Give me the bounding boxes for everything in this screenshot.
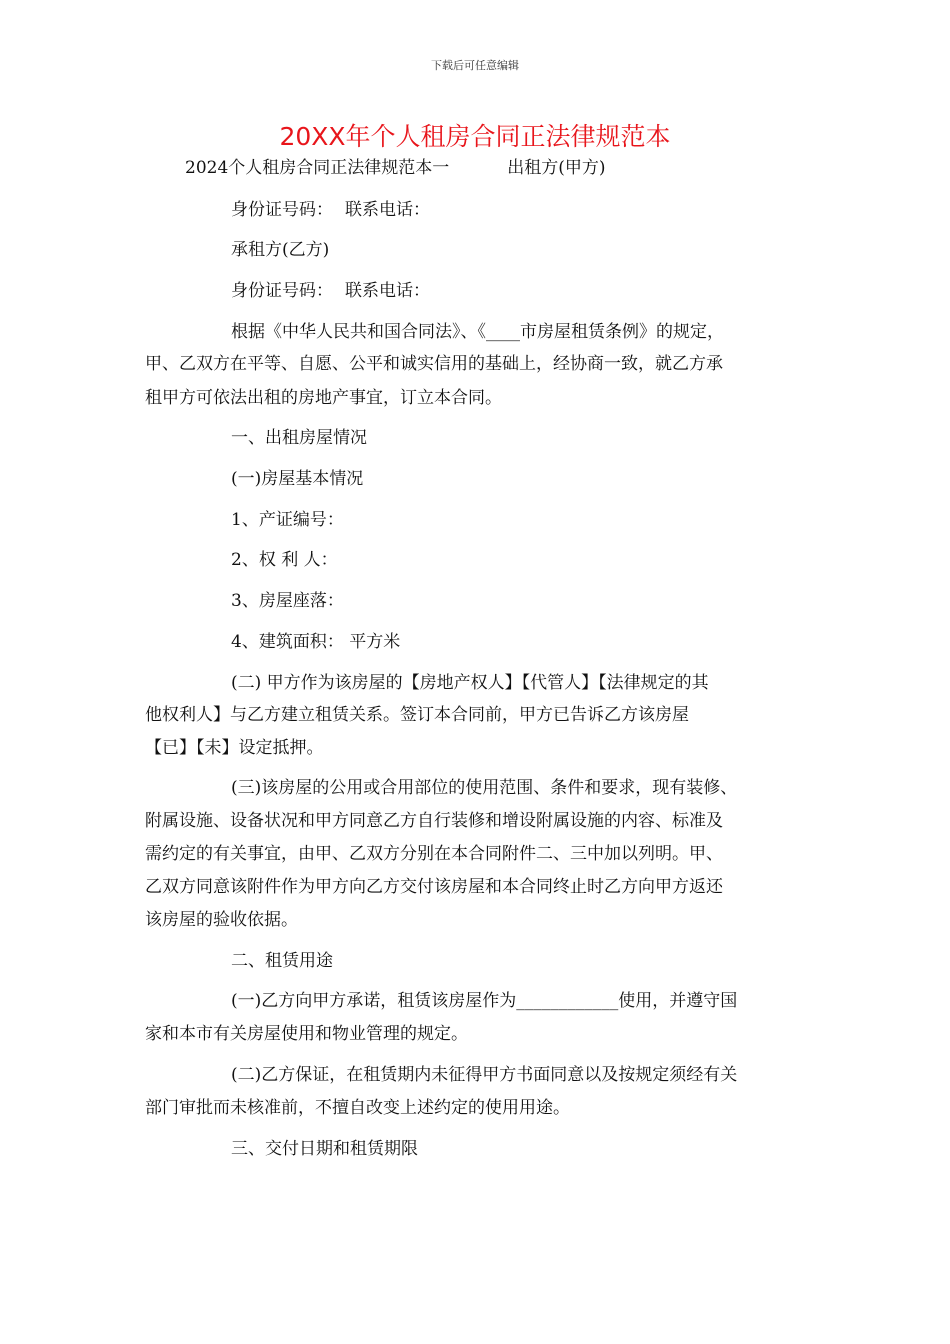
paragraph-line: (一)乙方向甲方承诺，租赁该房屋作为____________使用，并遵守国 [231,991,738,1011]
subtitle-left: 2024个人租房合同正法律规范本一 [185,158,450,178]
paragraph-line: (二) 甲方作为该房屋的【房地产权人】【代管人】【法律规定的其 [231,673,709,693]
subsection-heading: (一)房屋基本情况 [231,469,364,489]
paragraph-line: (二)乙方保证，在租赁期内未征得甲方书面同意以及按规定须经有关 [231,1065,738,1085]
document-title: 20XX年个人租房合同正法律规范本 [279,122,671,151]
paragraph-line: 乙双方同意该附件作为甲方向乙方交付该房屋和本合同终止时乙方向甲方返还 [145,877,723,897]
list-item: 4、建筑面积： 平方米 [231,632,401,652]
lessee-phone-label: 联系电话： [345,281,430,301]
paragraph-line: 该房屋的验收依据。 [145,910,298,930]
paragraph-line: 需约定的有关事宜，由甲、乙双方分别在本合同附件二、三中加以列明。甲、 [145,844,723,864]
preamble-line: 租甲方可依法出租的房地产事宜，订立本合同。 [145,388,502,408]
subtitle-line [185,160,606,177]
paragraph-line: 部门审批而未核准前，不擅自改变上述约定的使用用途。 [145,1098,570,1118]
paragraph-line: 附属设施、设备状况和甲方同意乙方自行装修和增设附属设施的内容、标准及 [145,811,723,831]
paragraph-line: 他权利人】与乙方建立租赁关系。签订本合同前，甲方已告诉乙方该房屋 [145,705,689,725]
list-item: 3、房屋座落： [231,591,344,611]
lessee-id-line [231,283,430,300]
lessor-id-label: 身份证号码： [231,200,333,220]
preamble-line: 根据《中华人民共和国合同法》、《____市房屋租赁条例》的规定， [231,322,724,342]
lessor-label: 出租方(甲方) [507,158,606,178]
list-item: 2、权 利 人： [231,550,338,570]
lessor-id-line [231,202,430,219]
lessee-label: 承租方(乙方) [231,240,330,260]
lessor-phone-label: 联系电话： [345,200,430,220]
section-heading: 一、出租房屋情况 [231,428,367,448]
section-heading: 三、交付日期和租赁期限 [231,1139,418,1159]
list-item: 1、产证编号： [231,510,344,530]
lessee-id-label: 身份证号码： [231,281,333,301]
page-header-note: 下载后可任意编辑 [431,59,519,72]
preamble-line: 甲、乙双方在平等、自愿、公平和诚实信用的基础上，经协商一致，就乙方承 [145,354,723,374]
paragraph-line: 家和本市有关房屋使用和物业管理的规定。 [145,1024,468,1044]
section-heading: 二、租赁用途 [231,951,333,971]
paragraph-line: (三)该房屋的公用或合用部位的使用范围、条件和要求，现有装修、 [231,778,738,798]
paragraph-line: 【已】【未】设定抵押。 [145,738,324,758]
